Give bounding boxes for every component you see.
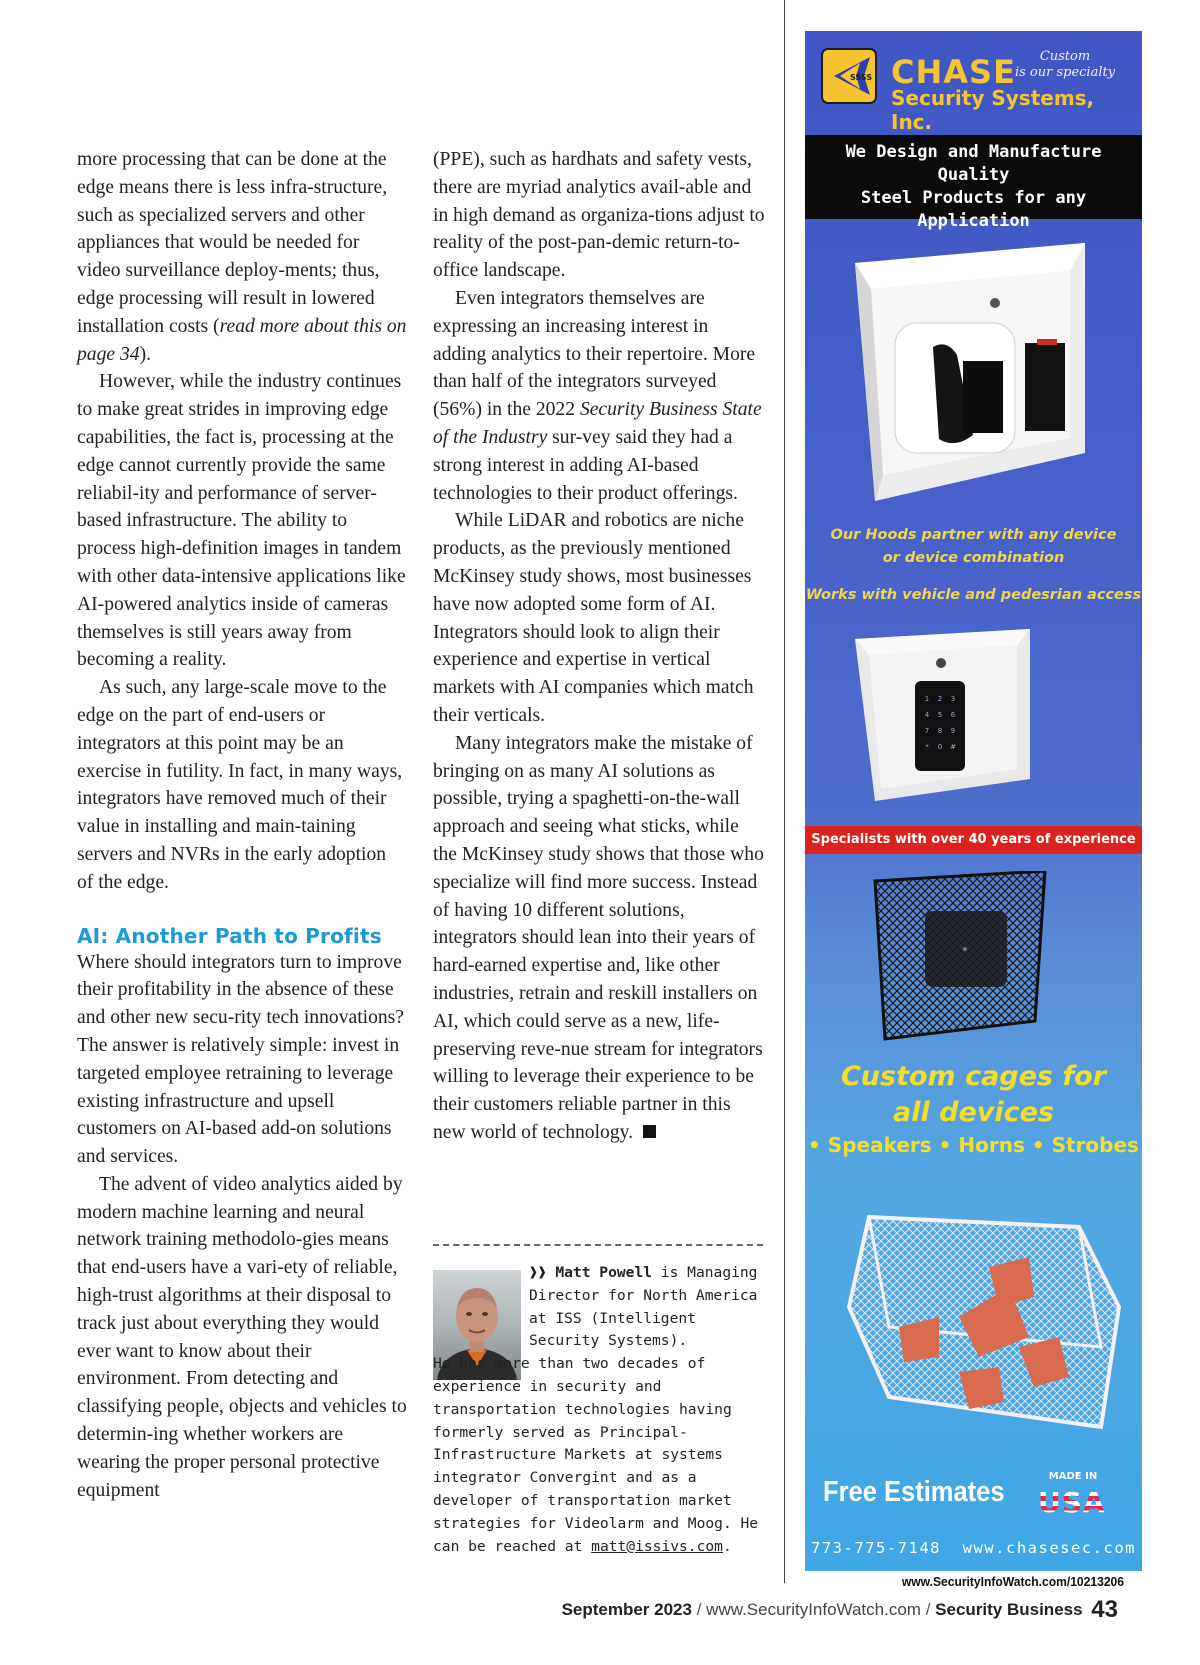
ad-made-in: MADE IN bbox=[1048, 1471, 1098, 1482]
column-rule bbox=[784, 0, 785, 1583]
svg-text:4: 4 bbox=[924, 711, 930, 719]
ad-phone[interactable]: 773-775-7148 bbox=[811, 1539, 941, 1557]
author-email-link[interactable]: matt@issivs.com bbox=[591, 1537, 723, 1555]
svg-text:1: 1 bbox=[924, 695, 930, 703]
paragraph: Many integrators make the mistake of bringing on as many AI solutions as possible, trying a spaghetti-on-the-wall approach and seeing what sticks, while the McKinsey study shows that those who specialize will find more success. Instead of having 10 different solutions, integrators should lean into their years of hard-earned expertise and, like other industries, retrain and reskill installers on AI, which could serve as a new, life-preserving reve-nue stream for integrators willing to leverage their experience to be their customers reliable partner in this new world of technology. bbox=[433, 732, 764, 1143]
ad-brand-line2: Security Systems, Inc. bbox=[891, 86, 1095, 134]
double-chevron-icon: ❱❱ bbox=[529, 1264, 547, 1281]
svg-text:3: 3 bbox=[950, 695, 956, 703]
ad-free-estimates: Free Estimates bbox=[823, 1476, 1005, 1508]
paragraph: Where should integrators turn to improve their profitability in the absence of these and other new secu-rity tech innovations? The answer is relatively simple: invest in targeted employee retraining to leverage existing infrastructure and upsell customers on AI-based add-on solutions and services. bbox=[77, 951, 404, 1168]
svg-text:9: 9 bbox=[950, 727, 956, 735]
svg-text:5: 5 bbox=[937, 711, 943, 719]
ad-brand: CHASE bbox=[891, 53, 1016, 91]
svg-text:6: 6 bbox=[950, 711, 956, 719]
ad-url[interactable]: www.SecurityInfoWatch.com/10213206 bbox=[901, 1574, 1124, 1589]
advertisement[interactable] bbox=[805, 31, 1142, 1571]
paragraph: more processing that can be done at the edge means there is less infra-structure, such as specialized servers and other appliances that would be needed for video surveillance deploy-ments; thus, edge processing will result in lowered installation costs (read more about this on page 34). bbox=[77, 149, 407, 365]
article-column-2 bbox=[433, 146, 765, 1147]
keypad-hood-image bbox=[855, 629, 1040, 804]
author-bio: ❱❱ Matt Powell is Managing Director for North America at ISS (Intelligent Security Systems). He has more than two decades of experience in security and transportation technologies having formerly served as Principal-Infrastructure Markets at systems integrator Convergint and as a developer of transportation market strategies for Videolarm and Moog. He can be reached at matt@issivs.com. bbox=[433, 1262, 765, 1558]
paragraph: While LiDAR and robotics are niche products, as the previously mentioned McKinsey study shows, most businesses have now adopted some form of AI. Integrators should look to align their experience and expertise in vertical markets with AI companies which match their verticals. bbox=[433, 510, 754, 726]
chase-logo-icon bbox=[820, 47, 878, 105]
svg-text:2: 2 bbox=[937, 695, 943, 703]
section-heading: AI: Another Path to Profits bbox=[77, 923, 382, 948]
author-name: Matt Powell bbox=[555, 1264, 653, 1281]
svg-text:7: 7 bbox=[924, 727, 930, 735]
paragraph: As such, any large-scale move to the edge on the part of end-users or integrators at this point may be an exercise in futility. In fact, in many ways, integrators have removed much of their value in installing and main-taining servers and NVRs in the early adoption of the edge. bbox=[77, 677, 403, 893]
speaker-cage-image bbox=[865, 871, 1055, 1046]
author-bio-intro: ❱❱ Matt Powell is Managing Director for North America at ISS (Intelligent Security Systems). bbox=[529, 1264, 758, 1350]
logo-lettering: SSSS bbox=[850, 73, 872, 82]
page-footer: September 2023 / www.SecurityInfoWatch.com / Security Business 43 bbox=[561, 1596, 1118, 1623]
paragraph: Even integrators themselves are expressing an increasing interest in adding analytics to their repertoire. More than half of the integrators surveyed (56%) in the 2022 Security Business State of the Industry sur-vey said they had a strong interest in adding AI-based technologies to their product offerings. bbox=[433, 287, 762, 504]
footer-publication: Security Business bbox=[935, 1600, 1083, 1619]
ad-tagline: Custom is our specialty bbox=[1014, 49, 1116, 80]
ad-cages-headline: Custom cages for all devices bbox=[840, 1061, 1107, 1128]
ad-website[interactable]: www.chasesec.com bbox=[962, 1539, 1136, 1557]
svg-text:*: * bbox=[925, 743, 929, 751]
horn-cage-image bbox=[829, 1197, 1129, 1447]
svg-text:#: # bbox=[950, 743, 956, 751]
ad-works-text: Works with vehicle and pedesrian access bbox=[805, 587, 1142, 603]
svg-text:8: 8 bbox=[937, 727, 943, 735]
paragraph: (PPE), such as hardhats and safety vests, there are myriad analytics avail-able and in high demand as organiza-tions adjust to reality of the post-pan-demic return-to-office landscape. bbox=[433, 149, 765, 282]
svg-text:0: 0 bbox=[937, 743, 943, 751]
divider bbox=[433, 1244, 763, 1246]
ad-device-list: • Speakers • Horns • Strobes bbox=[808, 1133, 1139, 1157]
ad-hoods-text: Our Hoods partner with any device or device combination bbox=[830, 527, 1117, 566]
paragraph: However, while the industry continues to make great strides in improving edge capabilities, the fact is, processing at the edge cannot currently provide the same reliabil-ity and performance of server-based infrastructure. The ability to process high-definition images in tandem with other data-intensive applications like AI-powered analytics inside of cameras themselves is still years away from becoming a reality. bbox=[77, 371, 406, 671]
footer-site: www.SecurityInfoWatch.com bbox=[706, 1600, 921, 1619]
ad-banner: We Design and Manufacture Quality Steel Products for any Application bbox=[805, 135, 1142, 219]
page-number: 43 bbox=[1091, 1596, 1118, 1623]
ad-usa-flag-text: USA bbox=[1038, 1486, 1106, 1519]
end-mark-icon bbox=[643, 1125, 656, 1138]
article-column-1 bbox=[77, 146, 407, 1504]
ad-specialists-bar: Specialists with over 40 years of experience bbox=[805, 826, 1142, 854]
footer-date: September 2023 bbox=[561, 1600, 692, 1619]
paragraph: The advent of video analytics aided by modern machine learning and neural network training methodolo-gies means that end-users have a vari-ety of reliable, high-trust algorithms at their disposal to track just about everything they would ever want to know about their environment. From detecting and classifying people, objects and vehicles to determin-ing whether workers are wearing the proper personal protective equipment bbox=[77, 1173, 407, 1501]
hood-product-image bbox=[855, 243, 1105, 508]
ad-contact[interactable] bbox=[805, 1539, 1142, 1557]
